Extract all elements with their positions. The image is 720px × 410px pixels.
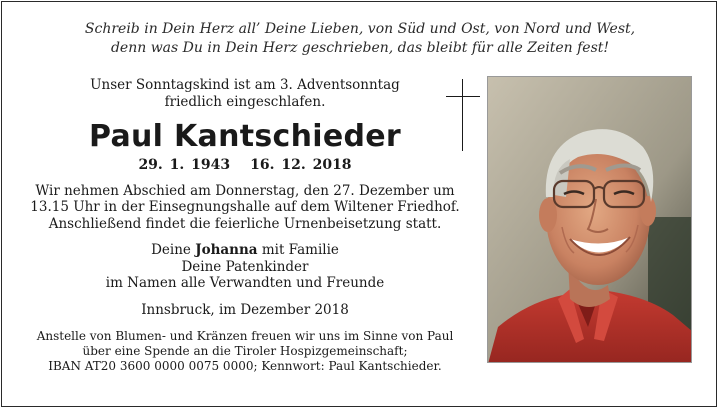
note-line-2: über eine Spende an die Tiroler Hospizgemeinschaft; (82, 344, 408, 358)
mourners (20, 242, 470, 292)
life-dates (20, 157, 470, 174)
note-line-1: Anstelle von Blumen- und Kränzen freuen wir uns im Sinne von Paul (36, 329, 454, 343)
mourners-prefix: Deine (151, 242, 191, 258)
intro (20, 77, 470, 110)
funeral-line-2: 13.15 Uhr in der Einsegnungshalle auf dem Wiltener Friedhof. (30, 199, 460, 215)
mourners-line-1 (20, 242, 470, 259)
funeral-details (20, 183, 470, 233)
intro-line-1: Unser Sonntagskind ist am 3. Adventsonntag (90, 77, 400, 93)
note-line-3: IBAN AT20 3600 0000 0075 0000; Kennwort: Paul Kantschieder. (48, 359, 442, 373)
mourners-line-2: Deine Patenkinder (181, 258, 309, 275)
mourners-line-3: im Namen alle Verwandten und Freunde (105, 275, 385, 291)
motto-line-2: denn was Du in Dein Herz geschrieben, das bleibt für alle Zeiten fest! (110, 40, 610, 56)
birth-date: 29. 1. 1943 (138, 157, 231, 173)
funeral-line-3: Anschließend findet die feierliche Urnenbeisetzung statt. (48, 215, 442, 232)
deceased-name: Paul Kantschieder (88, 119, 402, 154)
portrait-photo (487, 76, 692, 363)
funeral-line-1: Wir nehmen Abschied am Donnerstag, den 27. Dezember um (35, 182, 455, 199)
mourners-suffix: mit Familie (261, 242, 339, 258)
death-date: 16. 12. 2018 (250, 157, 352, 173)
mourner-name: Johanna (195, 242, 258, 258)
portrait-illustration (488, 77, 692, 363)
motto-verse (0, 20, 720, 58)
intro-line-2: friedlich eingeschlafen. (164, 93, 326, 110)
cross-icon (446, 79, 480, 151)
announcement-text (20, 77, 470, 374)
donation-note (20, 329, 470, 374)
place-and-date: Innsbruck, im Dezember 2018 (141, 301, 349, 318)
motto-line-1: Schreib in Dein Herz all’ Deine Lieben, von Süd und Ost, von Nord und West, (84, 21, 636, 37)
